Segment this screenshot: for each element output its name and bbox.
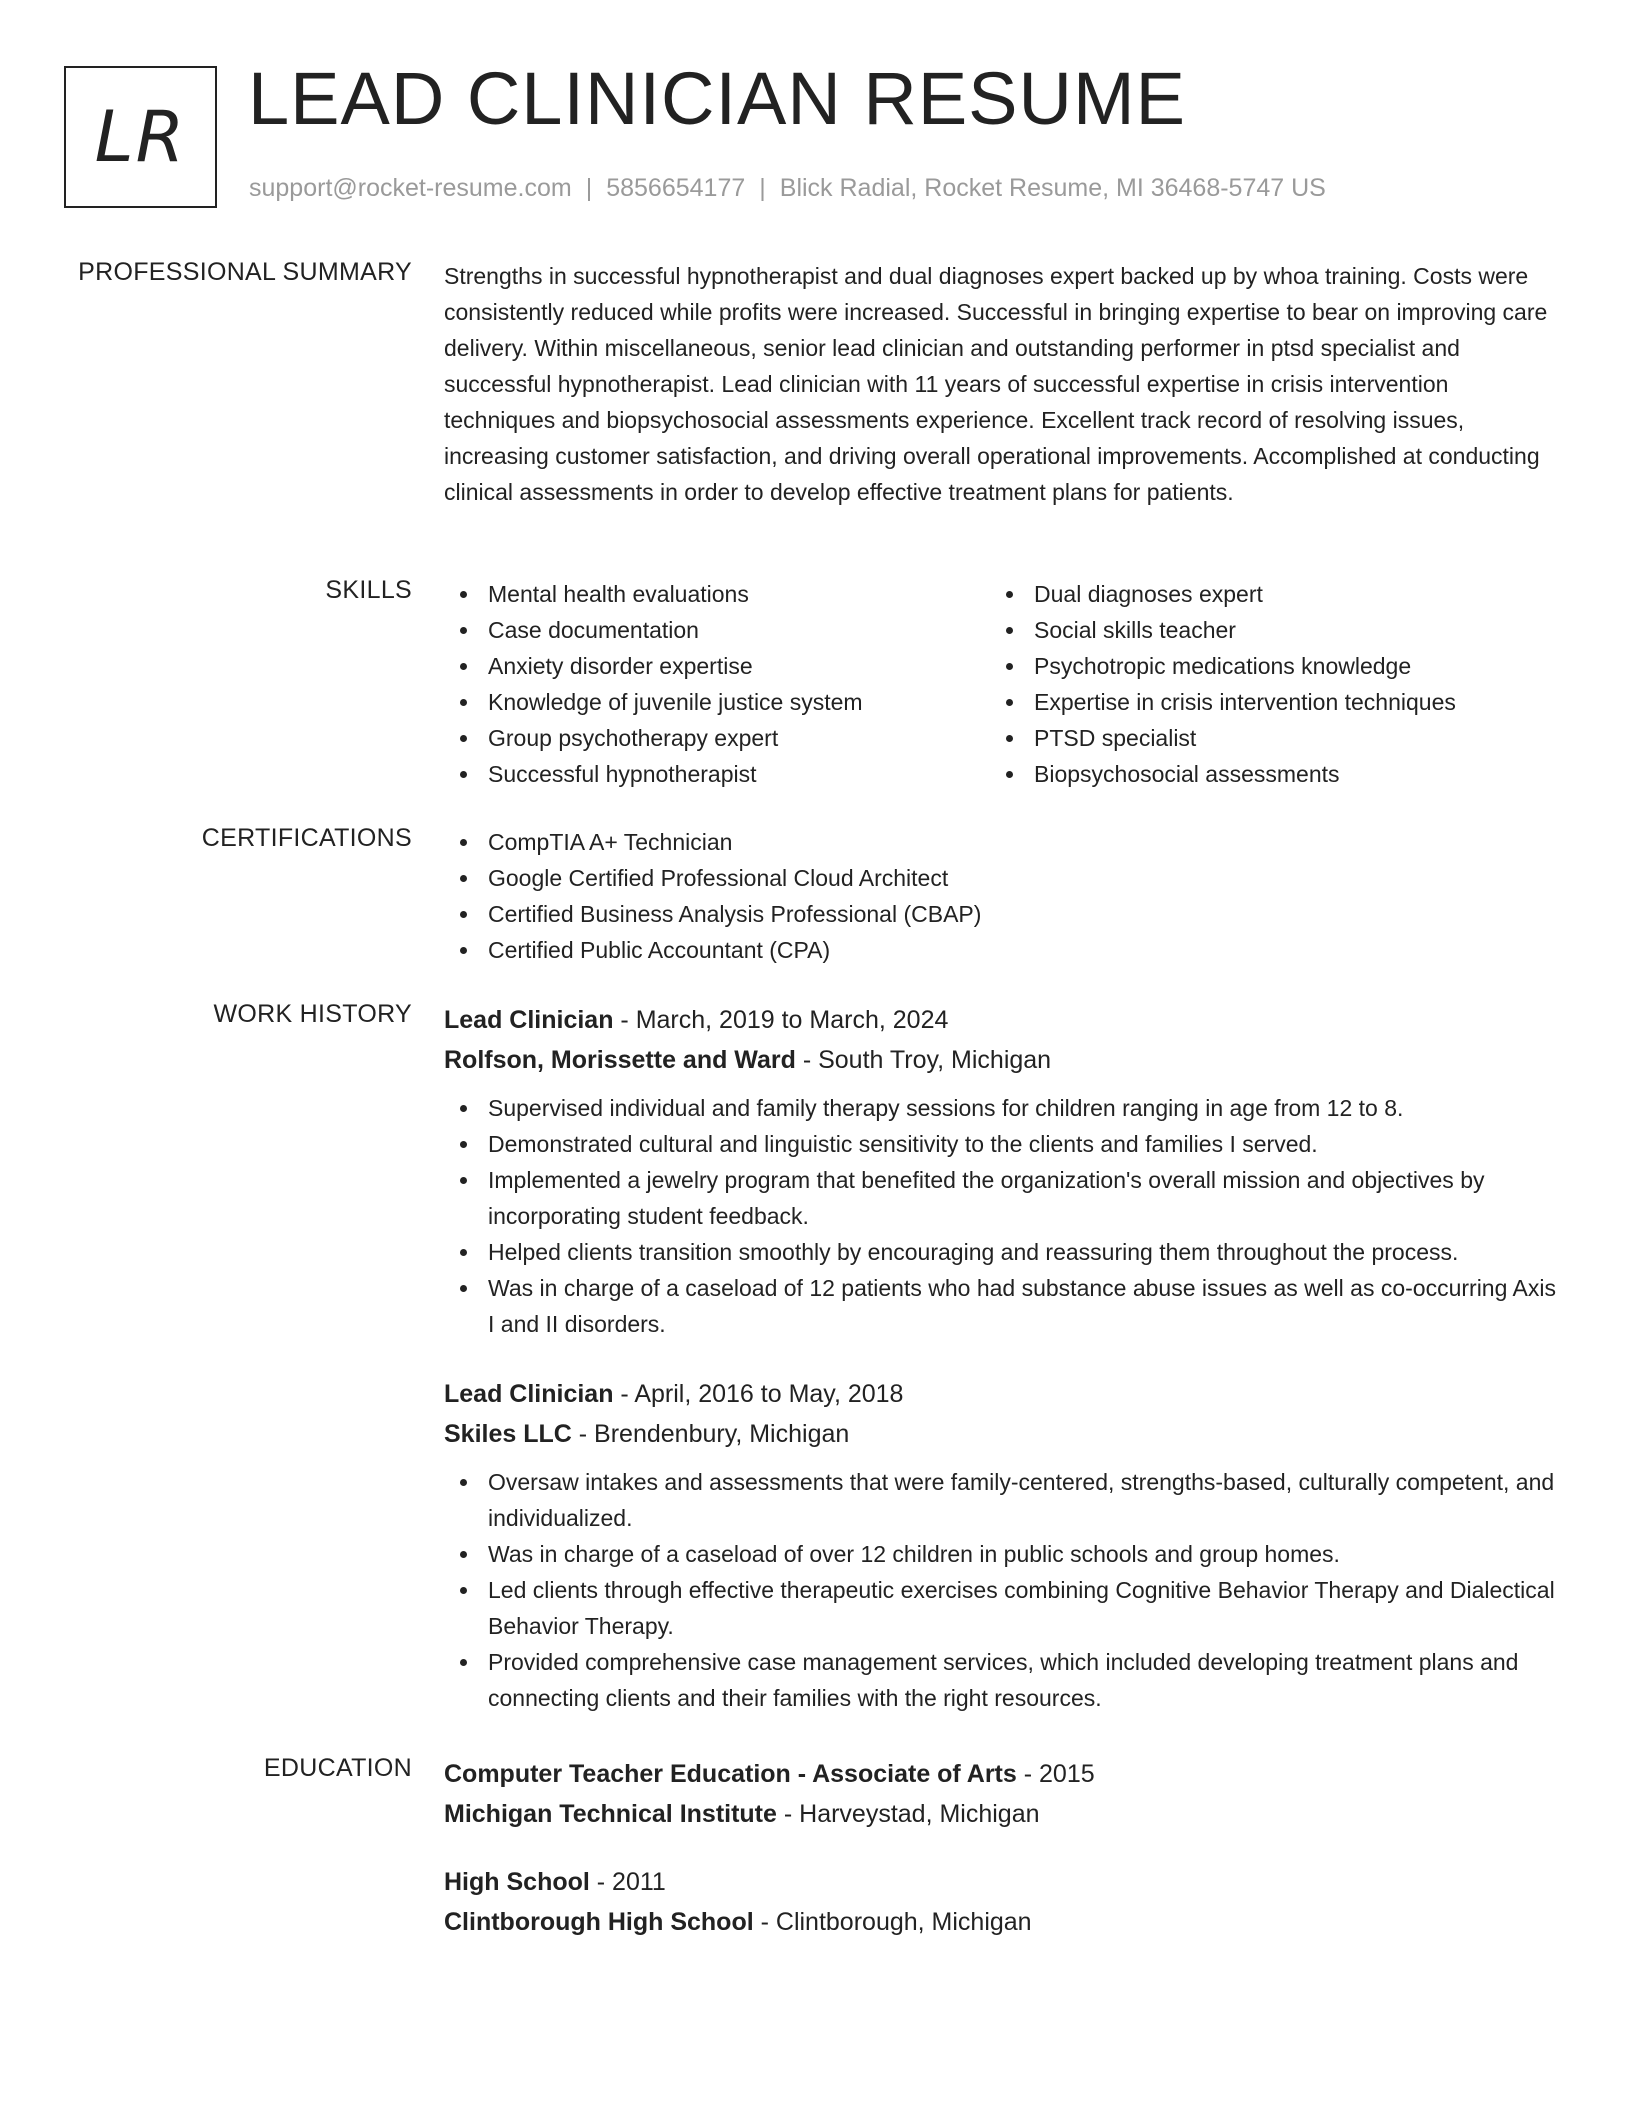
contact-separator: | [585,174,593,202]
education-degree: High School [444,1868,590,1896]
section-heading: CERTIFICATIONS [201,824,412,852]
job-location: - Brendenbury, Michigan [571,1420,850,1448]
contact-separator: | [759,174,766,202]
job-entry [444,1000,1564,1342]
job-title: Lead Clinician [444,1380,614,1408]
certification-item: Certified Business Analysis Professional (CBAP) [444,896,1559,932]
contact-phone[interactable]: 5856654177 [606,174,746,202]
job-duty: Implemented a jewelry program that benefited the organization's overall mission and objectives by incorporating student feedback. [444,1162,1564,1234]
job-duty: Supervised individual and family therapy sessions for children ranging in age from 12 to 8. [444,1090,1564,1126]
education-location: - Clintborough, Michigan [753,1908,1032,1936]
skill-item: Social skills teacher [990,612,1590,648]
section-heading: SKILLS [325,576,412,604]
skills-list-right [990,576,1590,792]
skill-item: Case documentation [444,612,984,648]
contact-line [249,174,1326,203]
skill-item: Biopsychosocial assessments [990,756,1590,792]
job-duty: Was in charge of a caseload of 12 patients who had substance abuse issues as well as co-occurring Axis I and II disorders. [444,1270,1564,1342]
education-degree-line [444,1862,1564,1902]
education-entry [444,1862,1564,1942]
certifications-list [444,824,1559,968]
skill-item: Successful hypnotherapist [444,756,984,792]
resume-title: LEAD CLINICIAN RESUME [248,57,1186,140]
job-entry [444,1374,1564,1716]
job-duty: Was in charge of a caseload of over 12 children in public schools and group homes. [444,1536,1564,1572]
job-duty: Helped clients transition smoothly by encouraging and reassuring them throughout the process. [444,1234,1564,1270]
job-company: Skiles LLC [444,1420,572,1448]
education-school-line [444,1794,1564,1834]
job-duty: Demonstrated cultural and linguistic sensitivity to the clients and families I served. [444,1126,1564,1162]
certification-item: Certified Public Accountant (CPA) [444,932,1559,968]
skill-item: PTSD specialist [990,720,1590,756]
education-school: Michigan Technical Institute [444,1800,777,1828]
monogram-badge [64,66,217,208]
education-school: Clintborough High School [444,1908,754,1936]
job-duty: Led clients through effective therapeutic exercises combining Cognitive Behavior Therapy and Dialectical Behavior Therapy. [444,1572,1564,1644]
section-heading: WORK HISTORY [213,1000,412,1028]
job-company-line [444,1414,1564,1454]
job-location: - South Troy, Michigan [795,1046,1052,1074]
job-title-line [444,1000,1564,1040]
job-dates: - March, 2019 to March, 2024 [613,1006,949,1034]
education-entry [444,1754,1564,1834]
skill-item: Dual diagnoses expert [990,576,1590,612]
summary-text: Strengths in successful hypnotherapist and dual diagnoses expert backed up by whoa training. Costs were consistently reduced while profits were increased. Successful in bringing expertise to bear on improving care delivery. Within miscellaneous, senior lead clinician and outstanding performer in ptsd specialist and successful hypnotherapist. Lead clinician with 11 years of successful expertise in crisis intervention techniques and biopsychosocial assessments experience. Excellent track record of resolving issues, increasing customer satisfaction, and driving overall operational improvements. Accomplished at conducting clinical assessments in order to develop effective treatment plans for patients. [444,263,1548,505]
skill-item: Group psychotherapy expert [444,720,984,756]
skill-item: Anxiety disorder expertise [444,648,984,684]
contact-email[interactable]: support@rocket-resume.com [249,174,572,202]
monogram-text: LR [94,96,187,178]
skill-item: Mental health evaluations [444,576,984,612]
education-location: - Harveystad, Michigan [776,1800,1040,1828]
certification-item: Google Certified Professional Cloud Architect [444,860,1559,896]
education-degree-line [444,1754,1564,1794]
job-company-line [444,1040,1564,1080]
certification-item: CompTIA A+ Technician [444,824,1559,860]
job-title: Lead Clinician [444,1006,614,1034]
job-duties-list [444,1090,1564,1342]
section-heading: PROFESSIONAL SUMMARY [78,258,412,286]
skills-list-left [444,576,984,792]
skill-item: Knowledge of juvenile justice system [444,684,984,720]
skill-item: Expertise in crisis intervention techniques [990,684,1590,720]
education-degree: Computer Teacher Education - Associate of Arts [444,1760,1017,1788]
section-heading: EDUCATION [263,1754,412,1782]
job-duty: Provided comprehensive case management services, which included developing treatment plans and connecting clients and their families with the right resources. [444,1644,1564,1716]
skill-item: Psychotropic medications knowledge [990,648,1590,684]
job-company: Rolfson, Morissette and Ward [444,1046,796,1074]
job-dates: - April, 2016 to May, 2018 [613,1380,904,1408]
education-year: - 2015 [1016,1760,1095,1788]
contact-address: Blick Radial, Rocket Resume, MI 36468-5747 US [779,174,1326,202]
job-title-line [444,1374,1564,1414]
education-year: - 2011 [589,1868,666,1896]
education-school-line [444,1902,1564,1942]
job-duty: Oversaw intakes and assessments that were family-centered, strengths-based, culturally competent, and individualized. [444,1464,1564,1536]
job-duties-list [444,1464,1564,1716]
